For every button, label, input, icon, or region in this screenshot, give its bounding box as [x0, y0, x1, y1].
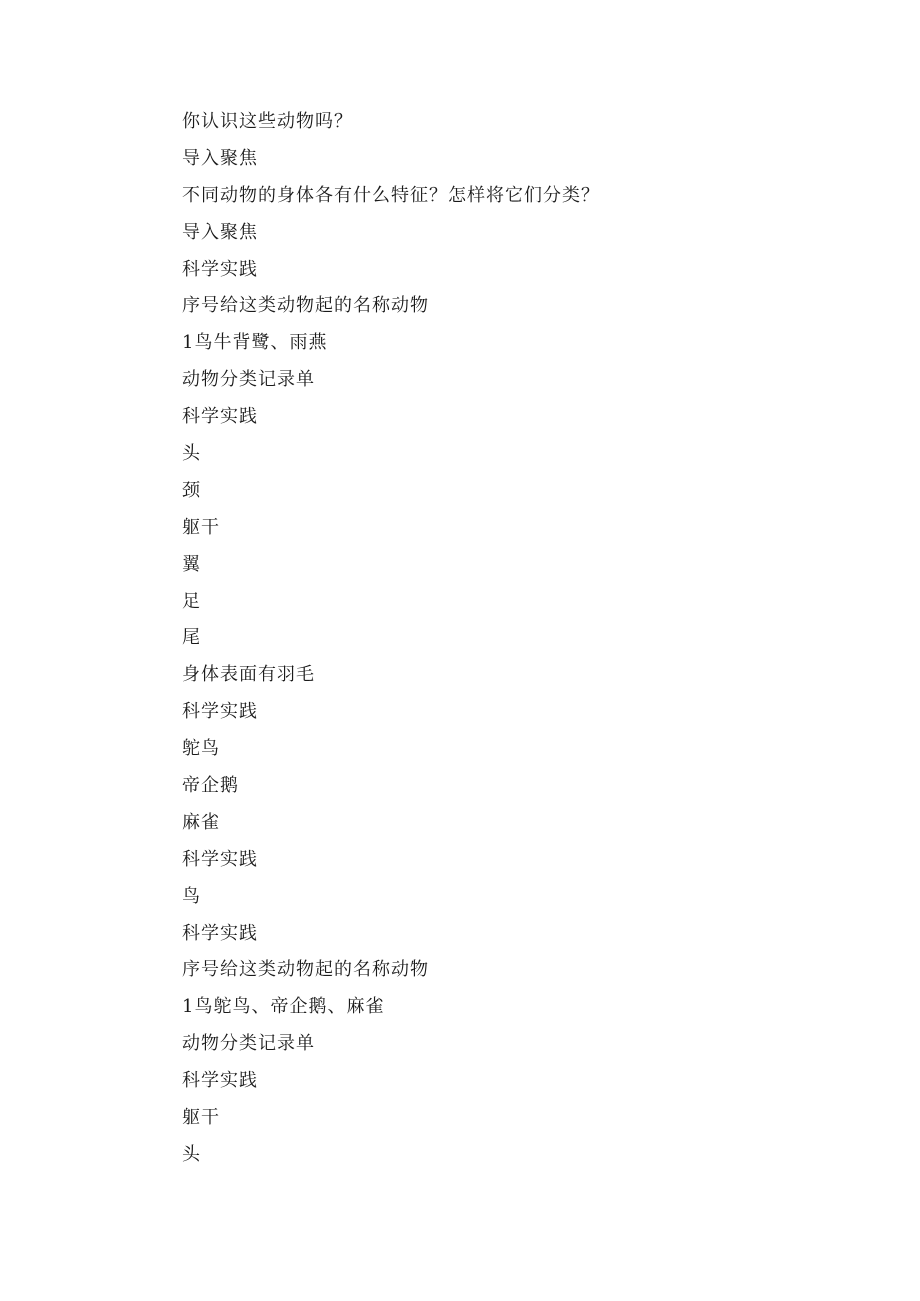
text-line: 1鸟牛背鹭、雨燕	[182, 332, 328, 354]
text-line: 科学实践	[182, 701, 258, 723]
text-line: 翼	[182, 553, 201, 575]
text-line: 颈	[182, 479, 201, 501]
text-line: 鸟	[182, 885, 201, 907]
text-line: 头	[182, 1143, 201, 1165]
text-line: 序号给这类动物起的名称动物	[182, 295, 429, 317]
text-line: 动物分类记录单	[182, 1033, 315, 1055]
text-line: 动物分类记录单	[182, 369, 315, 391]
text-line: 鸵鸟	[182, 738, 220, 760]
text-line: 导入聚焦	[182, 221, 258, 243]
text-line: 尾	[182, 627, 201, 649]
text-line: 躯干	[182, 516, 220, 538]
text-line: 不同动物的身体各有什么特征？怎样将它们分类？	[182, 184, 600, 206]
text-line: 导入聚焦	[182, 147, 258, 169]
text-line: 躯干	[182, 1107, 220, 1129]
text-line: 身体表面有羽毛	[182, 664, 315, 686]
text-line: 科学实践	[182, 1070, 258, 1092]
text-line: 科学实践	[182, 848, 258, 870]
text-line: 头	[182, 443, 201, 465]
text-line: 麻雀	[182, 811, 220, 833]
text-line: 帝企鹅	[182, 775, 239, 797]
text-line: 你认识这些动物吗？	[182, 111, 353, 132]
text-lines	[182, 104, 600, 1174]
text-line: 科学实践	[182, 922, 258, 944]
text-line: 科学实践	[182, 258, 258, 280]
text-line: 1鸟鸵鸟、帝企鹅、麻雀	[182, 996, 385, 1018]
text-line: 序号给这类动物起的名称动物	[182, 959, 429, 981]
text-line: 足	[182, 590, 201, 612]
text-line: 科学实践	[182, 406, 258, 428]
